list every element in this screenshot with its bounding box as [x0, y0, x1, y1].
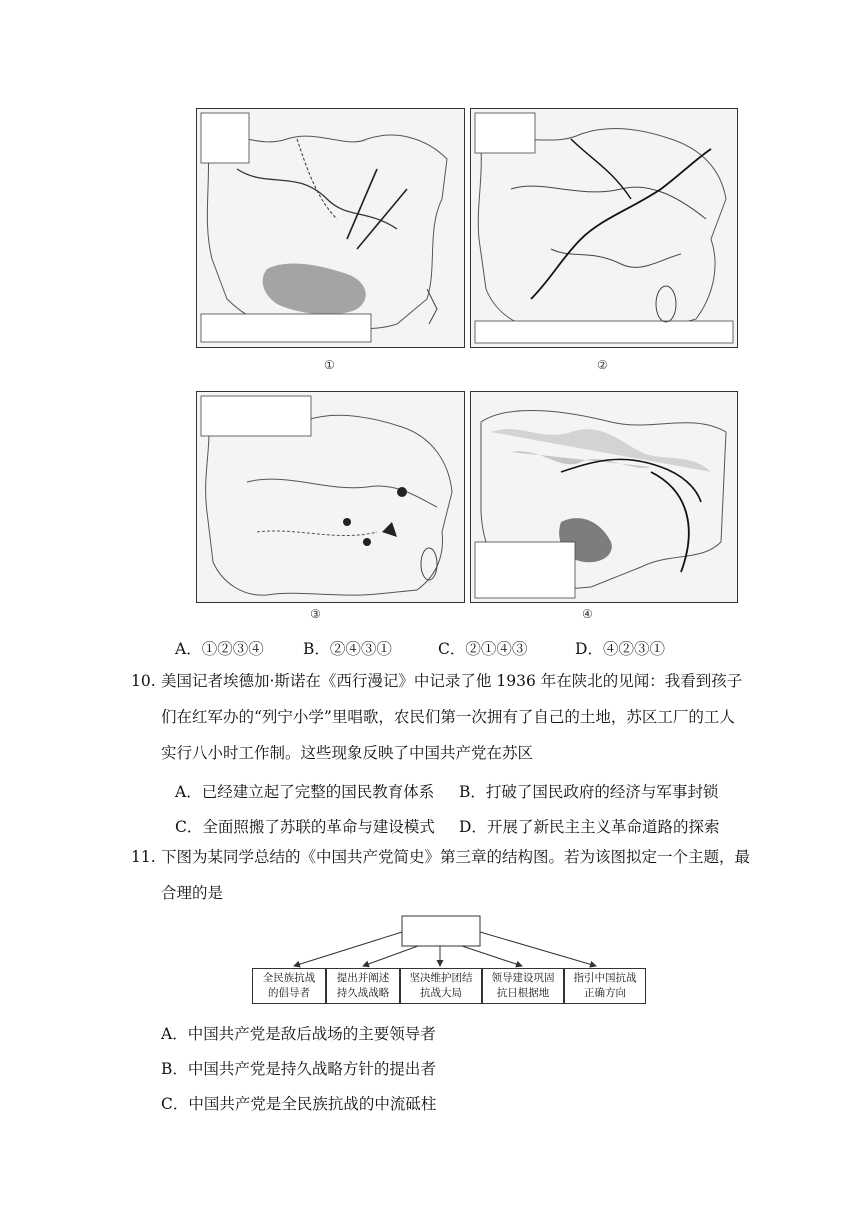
- structure-topic-box: [402, 916, 480, 946]
- q10-option-d-letter: D．: [459, 818, 487, 836]
- q9-option-c[interactable]: [438, 637, 527, 659]
- q11-number: 11.: [131, 848, 156, 866]
- q10-option-a-text: 已经建立起了完整的国民教育体系: [201, 783, 435, 801]
- q9-option-b-text: ②④③①: [329, 640, 392, 658]
- map-3: [196, 391, 465, 603]
- map-4: [470, 391, 738, 603]
- structure-box-1-line-1: 全民族抗战: [262, 972, 316, 984]
- q11-option-b[interactable]: [161, 1057, 436, 1079]
- map-2: [470, 108, 738, 348]
- q10-stem-line-3: 实行八小时工作制。这些现象反映了中国共产党在苏区: [161, 744, 534, 762]
- structure-box-4-line-2: 抗日根据地: [496, 987, 550, 999]
- q9-option-a[interactable]: [175, 637, 264, 659]
- structure-box-4-line-1: 领导建设巩固: [491, 972, 555, 984]
- map-2-label: ②: [597, 358, 608, 372]
- q10-stem-line-1: 美国记者埃德加·斯诺在《西行漫记》中记录了他 1936 年在陕北的见闻：我看到孩子: [161, 672, 743, 690]
- q11-stem-line-2: 合理的是: [161, 884, 224, 902]
- q9-option-a-letter: A．: [175, 640, 202, 658]
- q11-option-a-text: 中国共产党是敌后战场的主要领导者: [187, 1025, 436, 1043]
- q10-option-a-letter: A．: [175, 783, 202, 801]
- q11-option-b-text: 中国共产党是持久战略方针的提出者: [187, 1060, 436, 1078]
- q9-option-d-letter: D．: [575, 640, 603, 658]
- q9-option-d-text: ④②③①: [602, 640, 665, 658]
- structure-box-3: [400, 968, 482, 1004]
- q10-option-c[interactable]: [175, 815, 435, 837]
- structure-box-1-line-2: 的倡导者: [268, 987, 310, 999]
- map-1-drawing: [197, 109, 464, 347]
- q10-option-c-text: 全面照搬了苏联的革命与建设模式: [202, 818, 435, 836]
- q9-option-a-text: ①②③④: [201, 640, 264, 658]
- structure-box-3-line-1: 坚决维护团结: [409, 972, 473, 984]
- structure-box-2-line-1: 提出并阐述: [336, 972, 390, 984]
- q10-number: 10.: [131, 672, 156, 690]
- structure-box-3-line-2: 抗战大局: [420, 987, 462, 999]
- q9-option-c-text: ②①④③: [465, 640, 528, 658]
- structure-box-4: [482, 968, 564, 1004]
- q9-option-c-letter: C．: [438, 640, 466, 658]
- map-4-label: ④: [582, 607, 593, 621]
- q11-option-b-letter: B．: [161, 1060, 188, 1078]
- structure-box-5-line-1: 指引中国抗战: [573, 972, 637, 984]
- q11-option-a-letter: A．: [161, 1025, 188, 1043]
- map-3-label: ③: [310, 607, 321, 621]
- structure-box-1: [252, 968, 326, 1004]
- q9-option-d[interactable]: [575, 637, 665, 659]
- map-1-label: ①: [324, 358, 335, 372]
- structure-box-5-line-2: 正确方向: [584, 987, 626, 999]
- structure-box-2-line-2: 持久战战略: [336, 987, 390, 999]
- q11-stem-line-1: 下图为某同学总结的《中国共产党简史》第三章的结构图。若为该图拟定一个主题，最: [161, 848, 751, 866]
- q10-stem-line-2: 们在红军办的“列宁小学”里唱歌，农民们第一次拥有了自己的土地，苏区工厂的工人: [161, 708, 735, 726]
- q10-option-a[interactable]: [175, 780, 434, 802]
- q9-option-b-letter: B．: [303, 640, 330, 658]
- q10-option-d[interactable]: [459, 815, 719, 837]
- structure-box-5: [564, 968, 646, 1004]
- q10-option-b[interactable]: [459, 780, 718, 802]
- structure-box-2: [326, 968, 400, 1004]
- q10-option-c-letter: C．: [175, 818, 203, 836]
- map-1: [196, 108, 465, 348]
- map-2-drawing: [471, 109, 737, 347]
- q11-option-a[interactable]: [161, 1022, 436, 1044]
- q11-option-c-letter: C．: [161, 1095, 189, 1113]
- q10-option-d-text: 开展了新民主主义革命道路的探索: [486, 818, 720, 836]
- map-3-drawing: [197, 392, 464, 602]
- q11-option-c-text: 中国共产党是全民族抗战的中流砥柱: [188, 1095, 437, 1113]
- q11-option-c[interactable]: [161, 1092, 436, 1114]
- q10-option-b-text: 打破了国民政府的经济与军事封锁: [485, 783, 719, 801]
- q9-option-b[interactable]: [303, 637, 392, 659]
- q10-option-b-letter: B．: [459, 783, 486, 801]
- map-4-drawing: [471, 392, 737, 602]
